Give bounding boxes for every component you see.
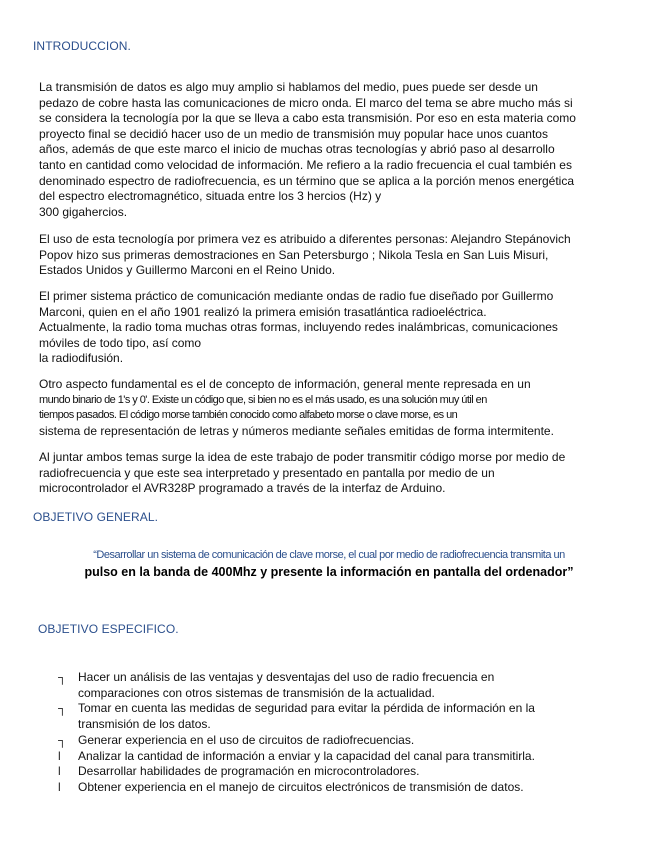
- paragraph-intro-1: [39, 80, 619, 220]
- text-line: Popov hizo sus primeras demostraciones en San Petersburgo ; Nikola Tesla en San Luis Misuri,: [39, 247, 549, 262]
- list-item: [56, 701, 616, 732]
- bullet-marker: l: [58, 764, 61, 779]
- bullet-marker: l: [58, 779, 61, 794]
- text-line: Analizar la cantidad de información a enviar y la capacidad del canal para transmitirla.: [78, 748, 535, 763]
- heading-objetivo-general: OBJETIVO GENERAL.: [33, 510, 159, 524]
- text-line: del espectro electromagnético, situada entre los 3 hercios (Hz) y: [39, 189, 382, 204]
- text-line: Otro aspecto fundamental es el de concepto de información, general mente represada en un: [39, 377, 531, 391]
- quote-line: pulso en la banda de 400Mhz y presente la información en pantalla del ordenador”: [84, 565, 574, 579]
- bullet-marker: ┐: [58, 732, 67, 747]
- text-line: Estados Unidos y Guillermo Marconi en el Reino Unido.: [39, 263, 336, 278]
- bullet-marker: ┐: [58, 670, 67, 684]
- text-line: móviles de todo tipo, así como: [39, 335, 202, 350]
- text-line: Actualmente, la radio toma muchas otras formas, incluyendo redes inalámbricas, comunicaciones: [39, 320, 558, 335]
- general-objective-quote: [39, 547, 619, 581]
- text-line: pedazo de cobre hasta las comunicaciones de micro onda. El marco del tema se abre mucho más si: [39, 95, 573, 110]
- text-line: comparaciones con otros sistemas de transmisión de la actualidad.: [78, 685, 435, 700]
- text-line: Desarrollar habilidades de programación en microcontroladores.: [78, 764, 420, 779]
- list-item: [56, 749, 616, 765]
- text-line: microcontrolador el AVR328P programado a través de la interfaz de Arduino.: [39, 481, 446, 496]
- paragraph-intro-2: [39, 232, 619, 279]
- text-line: transmisión de los datos.: [78, 717, 211, 732]
- paragraph-intro-4: [39, 377, 619, 439]
- quote-line: “Desarrollar un sistema de comunicación de clave morse, el cual por medio de radiofrecuencia transmita un: [93, 549, 565, 561]
- bullet-marker: ┐: [58, 701, 67, 716]
- list-item: [56, 670, 616, 701]
- text-line: 300 gigahercios.: [39, 204, 128, 219]
- text-line: El uso de esta tecnología por primera vez es atribuido a diferentes personas: Alejandro Stepánovich: [39, 232, 571, 246]
- text-line: Al juntar ambos temas surge la idea de este trabajo de poder transmitir código morse por medio de: [39, 450, 566, 464]
- text-line: años, además de que este marco el inicio de muchas otras tecnologías y abrió paso al desarrollo: [39, 142, 555, 157]
- heading-objetivo-especifico: OBJETIVO ESPECIFICO.: [38, 622, 179, 636]
- list-item: [56, 780, 616, 796]
- text-line: tanto en cantidad como velocidad de información. Me refiero a la radio frecuencia el cual también es: [39, 157, 572, 172]
- text-line: Marconi, quien en el año 1901 realizó la primera emisión trasatlántica radioeléctrica.: [39, 304, 487, 319]
- text-line: proyecto final se decidió hacer uso de un medio de transmisión muy popular hace unos cuantos: [39, 126, 548, 141]
- paragraph-intro-3: [39, 289, 619, 367]
- text-line: Hacer un análisis de las ventajas y desventajas del uso de radio frecuencia en: [78, 670, 495, 684]
- text-line: Generar experiencia en el uso de circuitos de radiofrecuencias.: [78, 732, 415, 747]
- paragraph-intro-5: [39, 450, 619, 497]
- text-line: se considera la tecnología por la que se lleva a cabo esta transmisión. Por eso en esta materia como: [39, 111, 576, 126]
- list-item: [56, 733, 616, 749]
- specific-objectives-list: [56, 670, 616, 796]
- heading-introduccion: INTRODUCCION.: [33, 39, 131, 53]
- text-line: El primer sistema práctico de comunicación mediante ondas de radio fue diseñado por Guillermo: [39, 289, 554, 303]
- list-item: [56, 764, 616, 780]
- text-line: Tomar en cuenta las medidas de seguridad para evitar la pérdida de información en la: [78, 701, 535, 716]
- bullet-marker: l: [58, 748, 61, 763]
- text-line: La transmisión de datos es algo muy amplio si hablamos del medio, pues puede ser desde un: [39, 80, 538, 94]
- text-line: denominado espectro de radiofrecuencia, es un término que se aplica a la porción menos energética: [39, 173, 574, 188]
- text-line: radiofrecuencia y que este sea interpretado y presentado en pantalla por medio de un: [39, 465, 495, 480]
- text-line: Obtener experiencia en el manejo de circuitos electrónicos de transmisión de datos.: [78, 779, 524, 794]
- text-line: sistema de representación de letras y números mediante señales emitidas de forma intermitente.: [39, 423, 554, 438]
- text-line: mundo binario de 1's y 0'. Existe un código que, si bien no es el más usado, es una solución muy útil en: [39, 393, 487, 406]
- text-line: la radiodifusión.: [39, 351, 124, 366]
- text-line: tiempos pasados. El código morse también conocido como alfabeto morse o clave morse, es un: [39, 409, 458, 422]
